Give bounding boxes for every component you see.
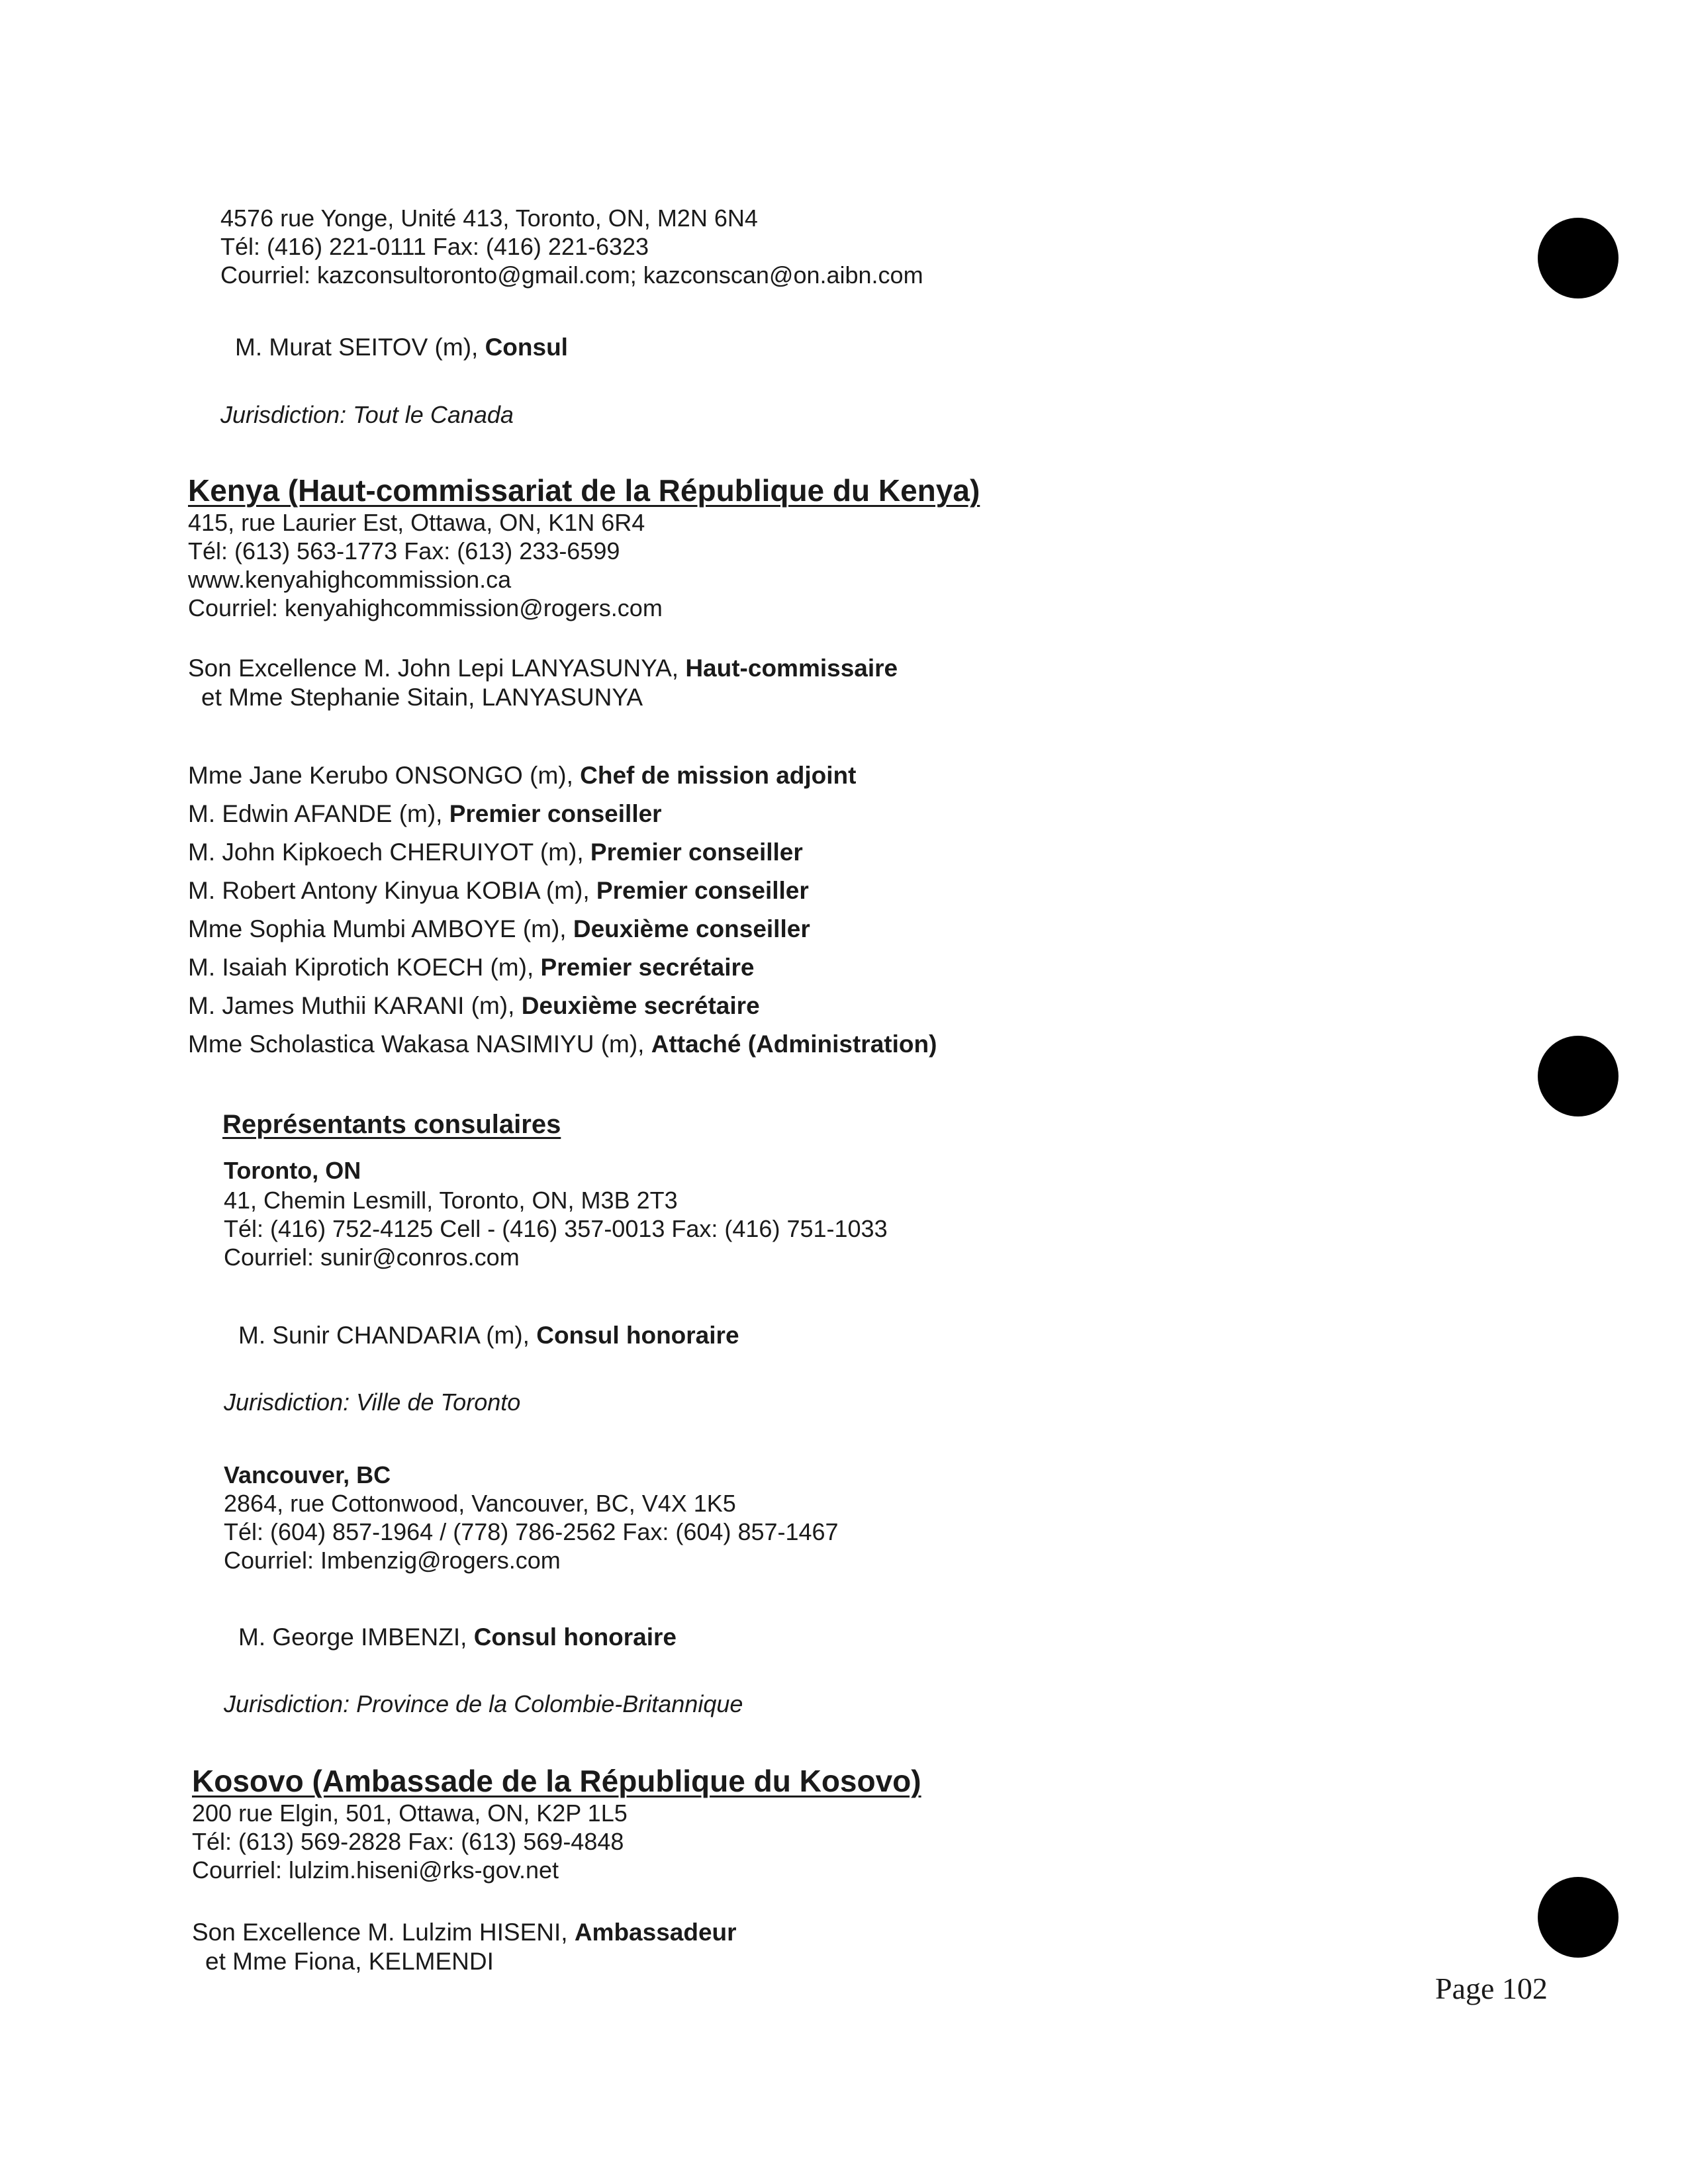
spouse-line: et Mme Fiona, KELMENDI	[205, 1948, 494, 1975]
email-line: Courriel: Imbenzig@rogers.com	[224, 1547, 561, 1574]
person-name: Son Excellence M. Lulzim HISENI,	[192, 1919, 575, 1946]
address-line: 2864, rue Cottonwood, Vancouver, BC, V4X 1K5	[224, 1490, 736, 1517]
page-number: Page 102	[1435, 1972, 1548, 2005]
person-name: Mme Scholastica Wakasa NASIMIYU (m),	[188, 1030, 651, 1058]
phone-line: Tél: (613) 569-2828 Fax: (613) 569-4848	[192, 1828, 624, 1855]
kenya-head-of-mission	[188, 654, 898, 712]
toronto-person	[238, 1321, 739, 1350]
vancouver-address	[224, 1489, 839, 1574]
person-title: Premier secrétaire	[540, 954, 755, 981]
top-person	[235, 333, 568, 362]
phone-line: Tél: (416) 221-0111 Fax: (416) 221-6323	[220, 233, 649, 260]
person-name: M. Robert Antony Kinyua KOBIA (m),	[188, 877, 596, 904]
person-name: M. James Muthii KARANI (m),	[188, 992, 522, 1019]
person-name: M. John Kipkoech CHERUIYOT (m),	[188, 839, 590, 866]
staff-row	[188, 1025, 937, 1064]
address-line: 200 rue Elgin, 501, Ottawa, ON, K2P 1L5	[192, 1799, 628, 1827]
person-name: M. Edwin AFANDE (m),	[188, 800, 449, 827]
binder-hole	[1538, 1036, 1618, 1116]
top-address	[220, 204, 923, 289]
website-line: www.kenyahighcommission.ca	[188, 566, 512, 593]
person-name: M. Isaiah Kiprotich KOECH (m),	[188, 954, 541, 981]
staff-row	[188, 948, 937, 987]
kosovo-address	[192, 1799, 628, 1884]
person-title: Premier conseiller	[590, 839, 803, 866]
section-heading-kenya: Kenya (Haut-commissariat de la République du Kenya)	[188, 473, 980, 508]
vancouver-person	[238, 1623, 677, 1652]
person-name: M. George IMBENZI,	[238, 1623, 474, 1651]
person-title: Deuxième secrétaire	[521, 992, 760, 1019]
email-line: Courriel: kenyahighcommission@rogers.com	[188, 594, 663, 621]
person-name: Mme Sophia Mumbi AMBOYE (m),	[188, 915, 573, 942]
jurisdiction: Jurisdiction: Tout le Canada	[220, 401, 514, 428]
phone-line: Tél: (613) 563-1773 Fax: (613) 233-6599	[188, 537, 620, 565]
email-line: Courriel: kazconsultoronto@gmail.com; kazconscan@on.aibn.com	[220, 261, 923, 289]
city-vancouver: Vancouver, BC	[224, 1461, 391, 1488]
staff-row	[188, 756, 937, 795]
email-line: Courriel: sunir@conros.com	[224, 1244, 520, 1271]
binder-hole	[1538, 1877, 1618, 1958]
address-line: 41, Chemin Lesmill, Toronto, ON, M3B 2T3	[224, 1187, 678, 1214]
person-title: Consul honoraire	[536, 1322, 739, 1349]
person-title: Consul	[485, 334, 568, 361]
section-heading-kosovo: Kosovo (Ambassade de la République du Kosovo)	[192, 1764, 921, 1798]
person-title: Premier conseiller	[449, 800, 662, 827]
staff-row	[188, 872, 937, 910]
jurisdiction: Jurisdiction: Province de la Colombie-Britannique	[224, 1690, 743, 1717]
kenya-staff-list	[188, 756, 937, 1064]
person-title: Consul honoraire	[473, 1623, 677, 1651]
spouse-line: et Mme Stephanie Sitain, LANYASUNYA	[201, 684, 643, 711]
kenya-address	[188, 508, 663, 622]
kosovo-head-of-mission	[192, 1918, 737, 1976]
person-title: Premier conseiller	[596, 877, 809, 904]
person-name: Mme Jane Kerubo ONSONGO (m),	[188, 762, 581, 789]
phone-line: Tél: (604) 857-1964 / (778) 786-2562 Fax: (604) 857-1467	[224, 1518, 839, 1545]
city-toronto: Toronto, ON	[224, 1157, 361, 1184]
person-title: Deuxième conseiller	[573, 915, 810, 942]
person-title: Attaché (Administration)	[651, 1030, 937, 1058]
toronto-address	[224, 1186, 888, 1271]
person-title: Chef de mission adjoint	[580, 762, 857, 789]
jurisdiction: Jurisdiction: Ville de Toronto	[224, 1388, 521, 1416]
person-title: Ambassadeur	[574, 1919, 737, 1946]
staff-row	[188, 795, 937, 833]
email-line: Courriel: lulzim.hiseni@rks-gov.net	[192, 1856, 559, 1884]
person-name: M. Murat SEITOV (m),	[235, 334, 485, 361]
address-line: 4576 rue Yonge, Unité 413, Toronto, ON, M2N 6N4	[220, 205, 758, 232]
staff-row	[188, 833, 937, 872]
binder-hole	[1538, 218, 1618, 298]
person-title: Haut-commissaire	[685, 655, 898, 682]
staff-row	[188, 987, 937, 1025]
phone-line: Tél: (416) 752-4125 Cell - (416) 357-0013 Fax: (416) 751-1033	[224, 1215, 888, 1242]
address-line: 415, rue Laurier Est, Ottawa, ON, K1N 6R4	[188, 509, 645, 536]
person-name: M. Sunir CHANDARIA (m),	[238, 1322, 537, 1349]
staff-row	[188, 910, 937, 948]
consular-heading: Représentants consulaires	[222, 1110, 561, 1139]
person-name: Son Excellence M. John Lepi LANYASUNYA,	[188, 655, 686, 682]
